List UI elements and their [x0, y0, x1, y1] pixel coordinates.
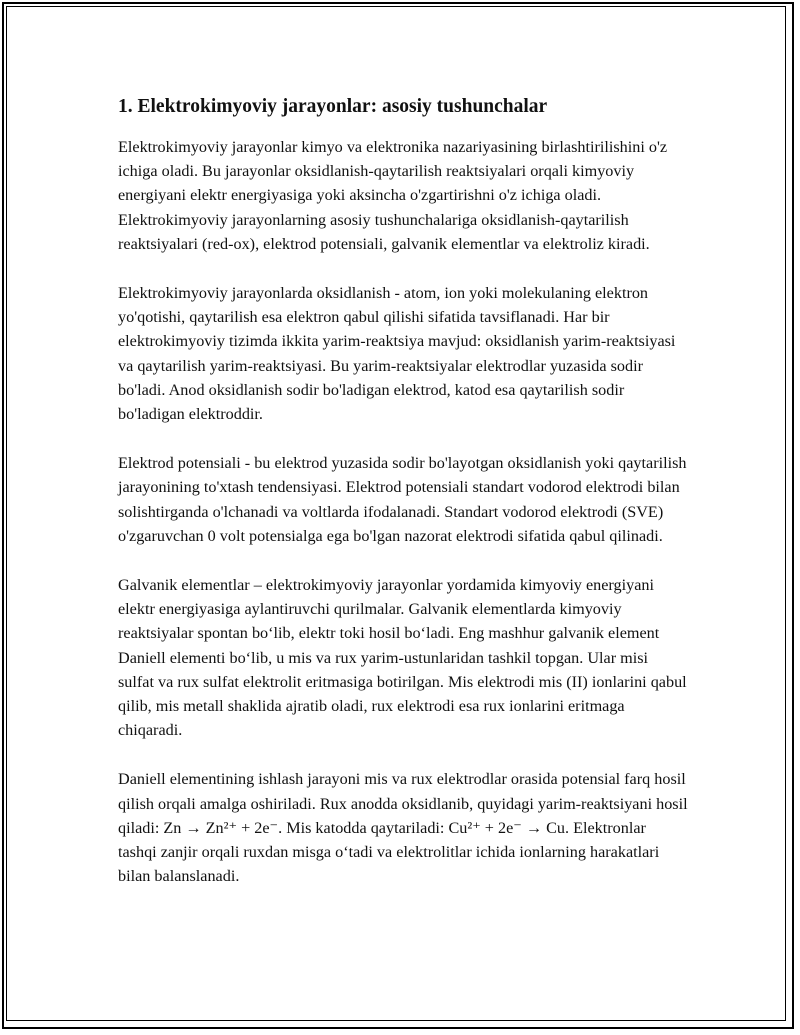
paragraph-galvanic-elements: Galvanik elementlar – elektrokimyoviy jarayonlar yordamida kimyoviy energiyani elektr energiyasiga aylantiruvchi qurilmalar. Galvanik elementlarda kimyoviy reaktsiyalar spontan bo‘lib, elektr toki hosil bo‘ladi. Eng mashhur galvanik element Daniell elementi bo‘lib, u mis va rux yarim-ustunlaridan tashkil topgan. Ular misi sulfat va rux sulfat elektrolit eritmasiga botirilgan. Mis elektrodi mis (II) ionlarini qabul qilib, mis metall shaklida ajratib oladi, rux elektrodi esa rux ionlarini eritmaga chiqaradi.: [118, 576, 687, 740]
section-heading: 1. Elektrokimyoviy jarayonlar: asosiy tushunchalar: [118, 96, 548, 117]
paragraph-intro: Elektrokimyoviy jarayonlar kimyo va elektronika nazariyasining birlashtirilishini o'z ichiga oladi. Bu jarayonlar oksidlanish-qaytarilish reaktsiyalari orqali kimyoviy energiyani elektr energiyasiga yoki aksincha o'zgartirishni o'z ichiga oladi. Elektrokimyoviy jarayonlarning asosiy tushunchalariga oksidlanish-qaytarilish reaktsiyalari (red-ox), elektrod potensiali, galvanik elementlar va elektroliz kiradi.: [118, 138, 668, 253]
paragraph-oxidation-reduction: Elektrokimyoviy jarayonlarda oksidlanish - atom, ion yoki molekulaning elektron yo'qotishi, qaytarilish esa elektron qabul qilishi sifatida tavsiflanadi. Har bir elektrokimyoviy tizimda ikkita yarim-reaktsiya mavjud: oksidlanish yarim-reaktsiyasi va qaytarilish yarim-reaktsiyasi. Bu yarim-reaktsiyalar elektrodlar yuzasida sodir bo'ladi. Anod oksidlanish sodir bo'ladigan elektrod, katod esa qaytarilish sodir bo'ladigan elektroddir.: [118, 284, 676, 424]
paragraph-electrode-potential: Elektrod potensiali - bu elektrod yuzasida sodir bo'layotgan oksidlanish yoki qaytarilish jarayonining to'xtash tendensiyasi. Elektrod potensiali standart vodorod elektrodi bilan solishtirganda o'lchanadi va voltlarda ifodalanadi. Standart vodorod elektrodi (SVE) o'zgaruvchan 0 volt potensialga ega bo'lgan nazorat elektrodi sifatida qabul qilinadi.: [118, 454, 687, 545]
paragraph-daniell-element: Daniell elementining ishlash jarayoni mis va rux elektrodlar orasida potensial farq hosil qilish orqali amalga oshiriladi. Rux anodda oksidlanib, quyidagi yarim-reaktsiyani hosil qiladi: Zn → Zn²⁺ + 2e⁻. Mis katodda qaytariladi: Cu²⁺ + 2e⁻ → Cu. Elektronlar tashqi zanjir orqali ruxdan misga o‘tadi va elektrolitlar ichida ionlarning harakatlari bilan balanslanadi.: [118, 770, 688, 886]
document-body: [118, 95, 688, 913]
